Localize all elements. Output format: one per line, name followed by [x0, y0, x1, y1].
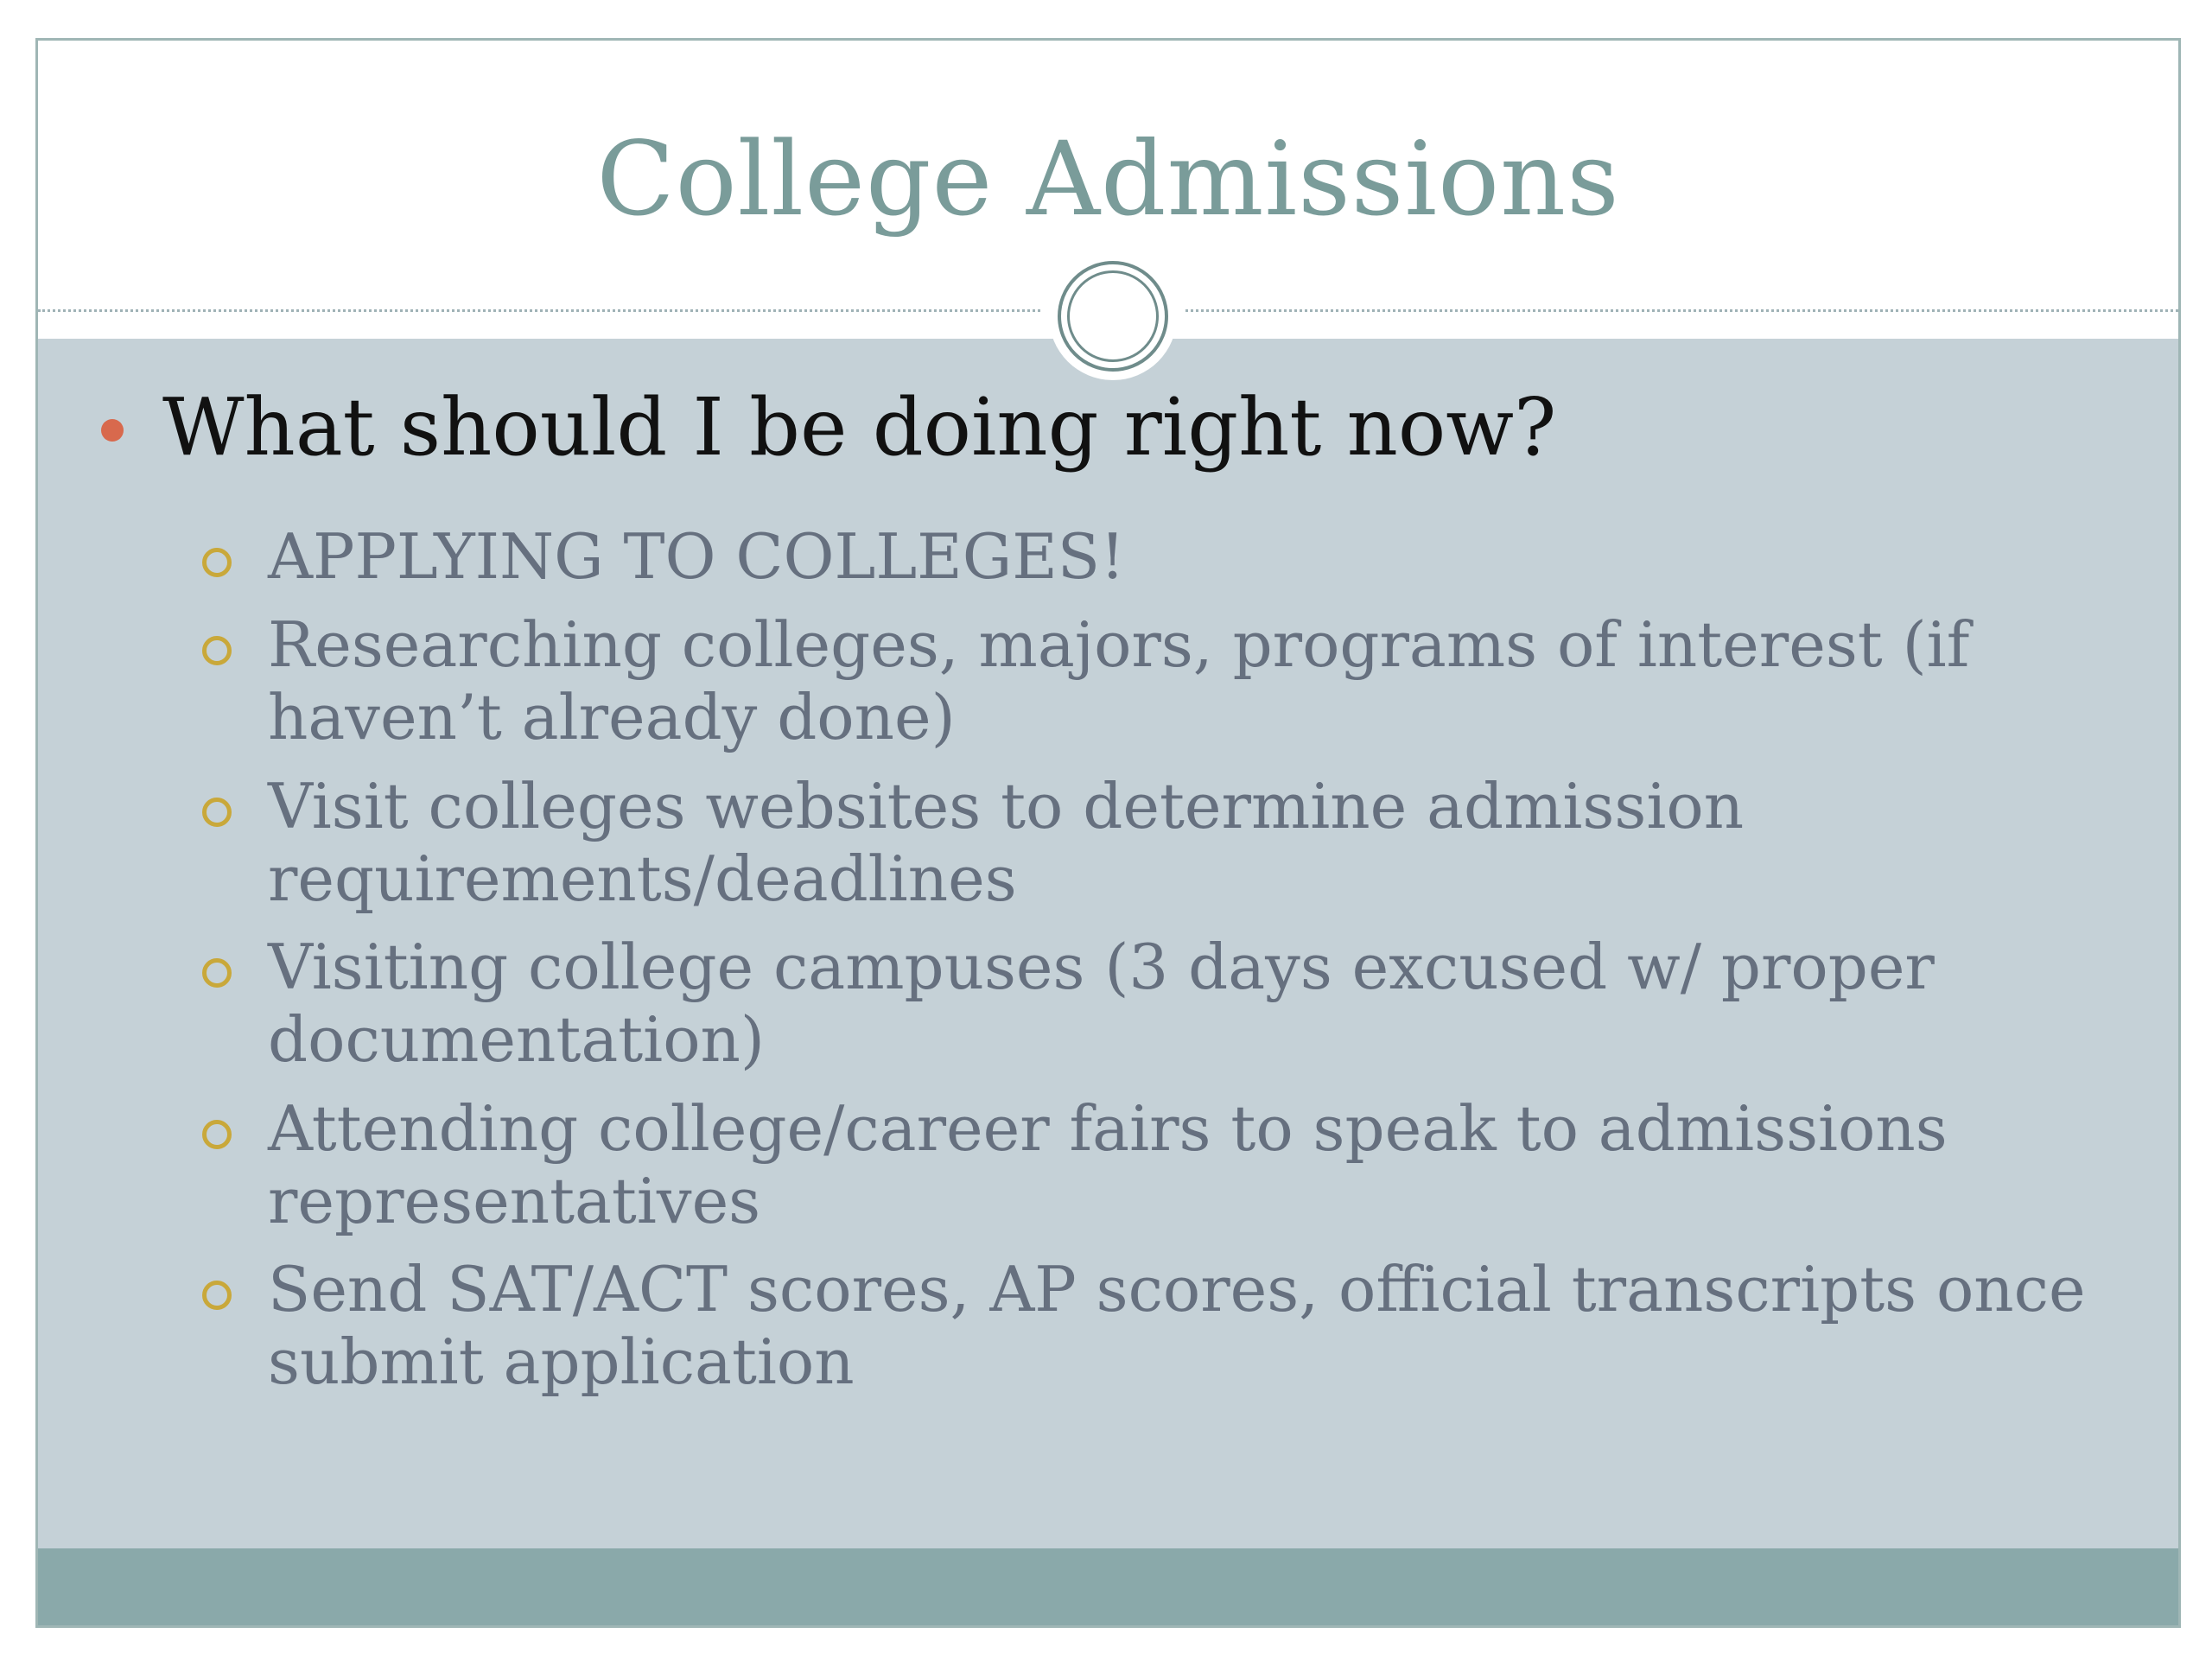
hollow-circle-bullet-icon: [202, 1281, 232, 1310]
sub-bullet-text: Researching colleges, majors, programs of interest (if haven’t already done): [268, 608, 1970, 754]
sub-bullet-item: [202, 1092, 2120, 1237]
sub-bullet-item: [202, 1253, 2120, 1398]
double-ring-inner: [1067, 270, 1159, 362]
sub-bullet-item: [202, 608, 2120, 753]
hollow-circle-bullet-icon: [202, 548, 232, 577]
sub-bullet-text: APPLYING TO COLLEGES!: [268, 520, 1126, 593]
hollow-circle-bullet-icon: [202, 958, 232, 988]
sub-bullet-item: [202, 520, 2120, 593]
sub-bullet-text: Send SAT/ACT scores, AP scores, official transcripts once submit application: [268, 1253, 2086, 1399]
main-bullet: [101, 379, 2132, 476]
filled-circle-bullet-icon: [101, 419, 124, 442]
hollow-circle-bullet-icon: [202, 798, 232, 827]
double-ring-icon: [1049, 252, 1177, 380]
hollow-circle-bullet-icon: [202, 636, 232, 665]
title-divider-right: [1185, 309, 2181, 312]
sub-bullet-item: [202, 931, 2120, 1076]
footer-bar: [38, 1548, 2178, 1628]
presentation-slide: [35, 38, 2181, 1628]
title-divider-left: [38, 309, 1040, 312]
sub-bullet-text: Attending college/career fairs to speak to admissions representatives: [268, 1091, 1948, 1237]
main-bullet-text: What should I be doing right now?: [162, 381, 1557, 474]
hollow-circle-bullet-icon: [202, 1120, 232, 1149]
slide-title: College Admissions: [596, 119, 1620, 238]
sub-bullet-text: Visiting college campuses (3 days excused w/ proper documentation): [268, 931, 1935, 1077]
sub-bullet-item: [202, 770, 2120, 915]
double-ring-outer: [1058, 261, 1168, 372]
sub-bullet-text: Visit colleges websites to determine admission requirements/deadlines: [268, 769, 1745, 915]
sub-bullet-list: [202, 520, 2120, 1414]
